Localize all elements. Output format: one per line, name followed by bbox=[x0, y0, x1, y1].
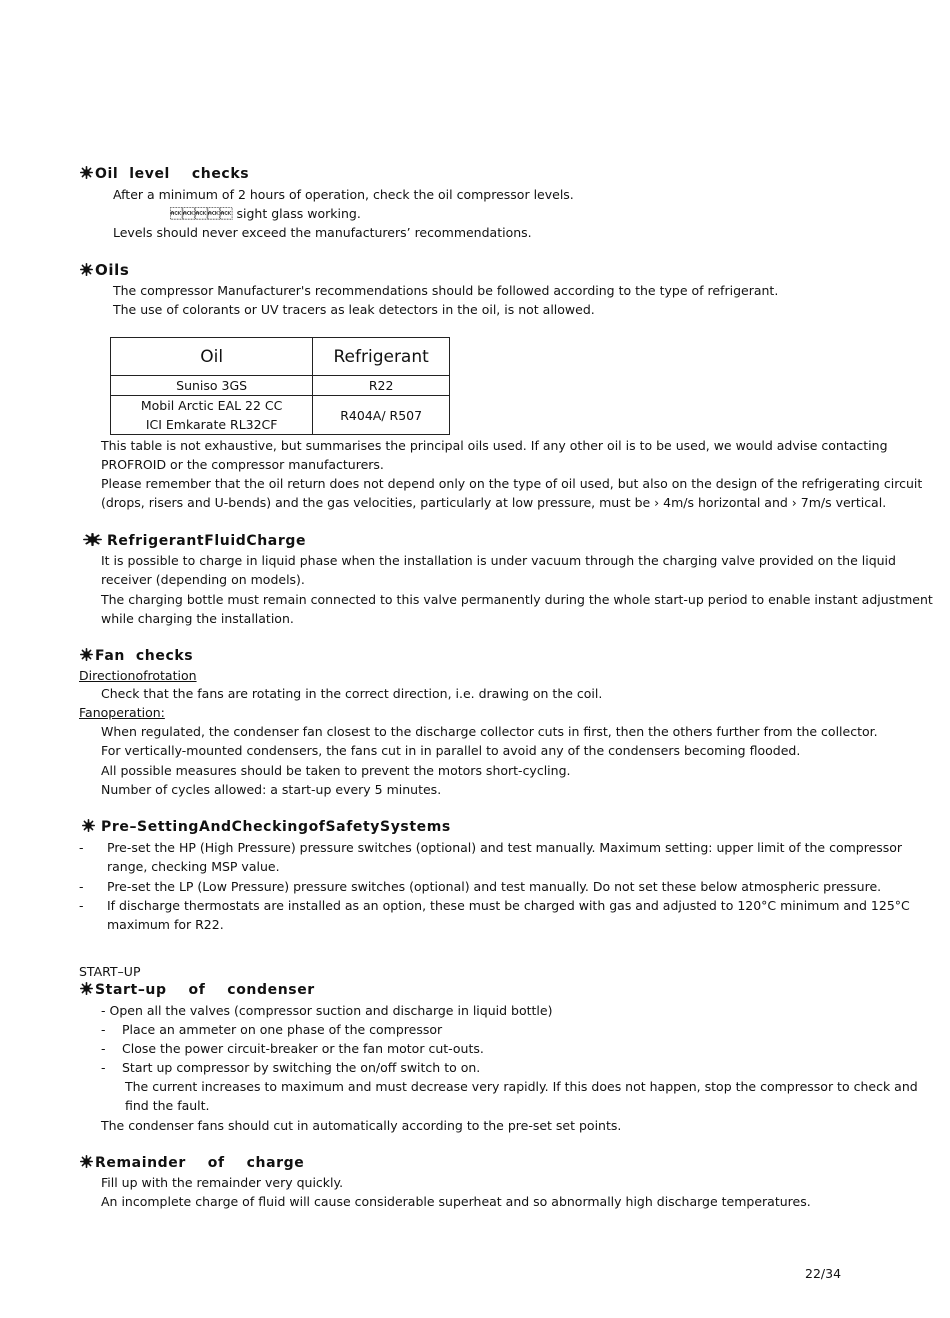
safety-heading-text: Pre–SettingAndCheckingofSafetySystems bbox=[101, 819, 451, 835]
startup-indent-line-1: The current increases to maximum and must decrease very rapidly. If this does not happen, stop the compressor to check and bbox=[125, 1079, 918, 1094]
oils-line-1: The compressor Manufacturer's recommendations should be followed according to the type of refrigerant. bbox=[113, 283, 779, 298]
table-header-refrigerant: Refrigerant bbox=[313, 338, 450, 376]
oil-level-line-1: After a minimum of 2 hours of operation, check the oil compressor levels. bbox=[113, 187, 574, 202]
oil-level-heading bbox=[80, 165, 249, 184]
safety-heading bbox=[82, 818, 451, 837]
startup-heading-text: Start–up of condenser bbox=[95, 982, 315, 998]
startup-label: START–UP bbox=[79, 964, 141, 979]
fan-operation-line-3: All possible measures should be taken to prevent the motors short-cycling. bbox=[101, 763, 571, 778]
startup-item-1: - Open all the valves (compressor suction and discharge in liquid bottle) bbox=[101, 1003, 553, 1018]
remainder-heading bbox=[80, 1154, 304, 1173]
oils-note-3: Please remember that the oil return does not depend only on the type of oil used, but also on the design of the refrigerating circuit bbox=[101, 476, 923, 491]
startup-bullet: - bbox=[101, 1060, 106, 1075]
refrigerant-charge-line-2: receiver (depending on models). bbox=[101, 572, 305, 587]
oils-line-2: The use of colorants or UV tracers as leak detectors in the oil, is not allowed. bbox=[113, 302, 595, 317]
safety-bullet: - bbox=[79, 879, 84, 894]
table-header-oil: Oil bbox=[111, 338, 313, 376]
startup-item-2: Place an ammeter on one phase of the compressor bbox=[122, 1022, 443, 1037]
oil-refrigerant-table bbox=[110, 337, 450, 435]
safety-bullet: - bbox=[79, 840, 84, 855]
flower-bullet-icon bbox=[80, 1155, 93, 1168]
refrigerant-charge-line-1: It is possible to charge in liquid phase when the installation is under vacuum through the charging valve provided on the liquid bbox=[101, 553, 896, 568]
safety-item-3-line-1: If discharge thermostats are installed as an option, these must be charged with gas and adjusted to 120°C minimum and 125°C bbox=[107, 898, 910, 913]
fan-operation-subheading: Fanoperation: bbox=[79, 705, 165, 720]
startup-indent-line-2: find the fault. bbox=[125, 1098, 210, 1113]
remainder-line-1: Fill up with the remainder very quickly. bbox=[101, 1175, 344, 1190]
remainder-line-2: An incomplete charge of fluid will cause considerable superheat and so abnormally high discharge temperatures. bbox=[101, 1194, 811, 1209]
oils-heading-text: Oils bbox=[95, 261, 130, 279]
oil-level-line-2:  sight glass working. bbox=[170, 206, 361, 221]
table-row bbox=[111, 396, 450, 435]
oil-level-line-3: Levels should never exceed the manufacturers’ recommendations. bbox=[113, 225, 532, 240]
fan-direction-line: Check that the fans are rotating in the correct direction, i.e. drawing on the coil. bbox=[101, 686, 603, 701]
startup-item-3: Close the power circuit-breaker or the fan motor cut-outs. bbox=[122, 1041, 484, 1056]
oils-note-1: This table is not exhaustive, but summarises the principal oils used. If any other oil is to be used, we would advise contacting bbox=[101, 438, 888, 453]
table-cell-oil bbox=[111, 396, 313, 435]
safety-item-2-line-1: Pre-set the LP (Low Pressure) pressure switches (optional) and test manually. Do not set these below atmospheric pressure. bbox=[107, 879, 882, 894]
refrigerant-charge-line-4: while charging the installation. bbox=[101, 611, 294, 626]
refrigerant-charge-heading-text: RefrigerantFluidCharge bbox=[107, 533, 307, 549]
startup-item-4: Start up compressor by switching the on/off switch to on. bbox=[122, 1060, 481, 1075]
refrigerant-charge-heading bbox=[83, 532, 306, 551]
table-row bbox=[111, 376, 450, 396]
flower-bullet-icon bbox=[80, 263, 93, 276]
flower-bullet-icon bbox=[83, 533, 102, 546]
fan-checks-heading-text: Fan checks bbox=[95, 648, 194, 664]
safety-bullet: - bbox=[79, 898, 84, 913]
table-cell-oil-line-1: Mobil Arctic EAL 22 CC bbox=[140, 398, 283, 413]
page-number: 22/34 bbox=[805, 1266, 842, 1281]
safety-item-1-line-2: range, checking MSP value. bbox=[107, 859, 280, 874]
table-cell-refrigerant: R404A/ R507 bbox=[313, 396, 450, 435]
table-header-row bbox=[111, 338, 450, 376]
fan-checks-heading bbox=[80, 647, 193, 666]
oils-note-2: PROFROID or the compressor manufacturers. bbox=[101, 457, 384, 472]
remainder-heading-text: Remainder of charge bbox=[95, 1155, 305, 1171]
flower-bullet-icon bbox=[80, 982, 93, 995]
flower-bullet-icon bbox=[80, 166, 93, 179]
oils-heading bbox=[80, 261, 129, 280]
fan-direction-subheading: Directionofrotation bbox=[79, 668, 197, 683]
table-cell-refrigerant: R22 bbox=[313, 376, 450, 396]
oils-note-4: (drops, risers and U-bends) and the gas velocities, particularly at low pressure, must be › 4m/s horizontal and › 7m/s vertical. bbox=[101, 495, 887, 510]
fan-operation-line-1: When regulated, the condenser fan closest to the discharge collector cuts in first, then the others further from the collector. bbox=[101, 724, 878, 739]
fan-operation-line-2: For vertically-mounted condensers, the fans cut in in parallel to avoid any of the condensers becoming flooded. bbox=[101, 743, 801, 758]
startup-final-line: The condenser fans should cut in automatically according to the pre-set set points. bbox=[101, 1118, 622, 1133]
flower-bullet-icon bbox=[80, 648, 93, 661]
refrigerant-charge-line-3: The charging bottle must remain connected to this valve permanently during the whole start-up period to enable instant adjustment bbox=[101, 592, 933, 607]
oil-level-heading-text: Oil level checks bbox=[95, 166, 250, 182]
fan-operation-line-4: Number of cycles allowed: a start-up every 5 minutes. bbox=[101, 782, 442, 797]
startup-bullet: - bbox=[101, 1022, 106, 1037]
safety-item-3-line-2: maximum for R22. bbox=[107, 917, 224, 932]
startup-heading bbox=[80, 981, 315, 1000]
table-cell-oil-line-2: ICI Emkarate RL32CF bbox=[145, 417, 278, 432]
table-cell-oil: Suniso 3GS bbox=[111, 376, 313, 396]
startup-bullet: - bbox=[101, 1041, 106, 1056]
flower-bullet-icon bbox=[82, 819, 95, 832]
safety-item-1-line-1: Pre-set the HP (High Pressure) pressure switches (optional) and test manually. Maximum setting: upper limit of the compressor bbox=[107, 840, 903, 855]
